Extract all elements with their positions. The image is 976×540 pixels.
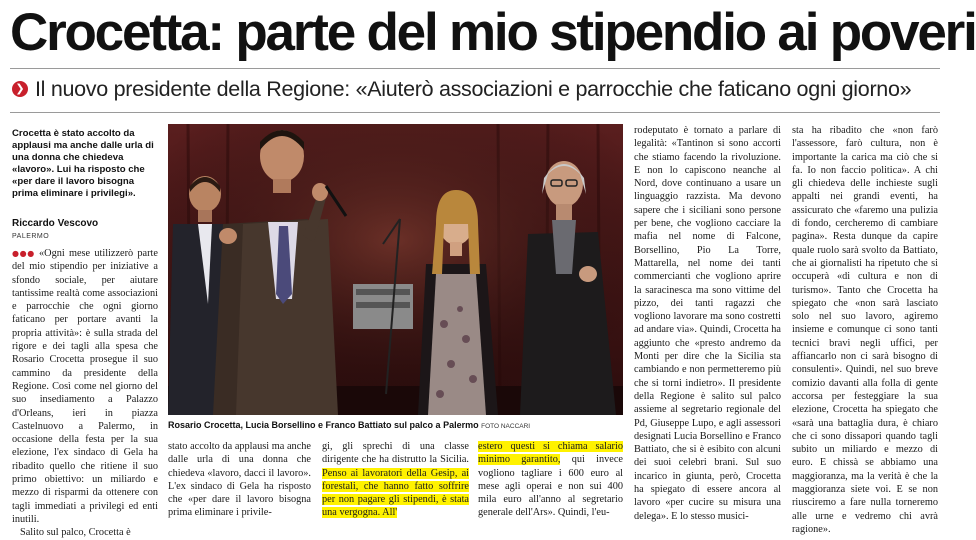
article-intro: «Ogni mese utilizzerò parte del mio stipendio per iniziative a sfondo sociale, per aiutare tantissime realtà come associazioni e parrocchie che ogni giorno faticano per portare avanti la propria attività»: è sulla strada del rigore e dei tagli alla spesa che Rosario Crocetta prosegue il suo cammino da presidente della Regione. Così come nel giorno del suo insediamento a Palazzo d'Orleans, ieri in piazza Castelnuovo a Palermo, in occasione della festa per la sua elezione, l'ex sindaco di Gela ha ribadito quello che ritiene il suo primo obiettivo: un miliardo e mezzo di risparmi da ottenere con tagli immediati a privilegi ed enti inutili. <box>12 248 158 525</box>
article-text: gi, gli sprechi di una classe dirigente che ha distrutto la Sicilia. <box>322 441 469 466</box>
article-text: qui invece vogliono tagliare i 600 euro al mese agli operai e non sui 400 mila euro all'anno al segretario generale dell'Ars». Quindi, l'eu- <box>478 454 623 519</box>
subheadline: Il nuovo presidente della Regione: «Aiuterò associazioni e parrocchie che faticano ogni giorno» <box>35 77 912 101</box>
photo-caption-text: Rosario Crocetta, Lucia Borsellino e Franco Battiato sul palco a Palermo <box>168 420 479 430</box>
article-paragraph: rodeputato è tornato a parlare di legalità: «Tantinon si sono accorti che stiamo facendo la rivoluzione. E non lo capiscono neanche al Nord, dove continuano a usare un linguaggio razzista. Ma devono sapere che i siciliani sono persone per bene, che vogliono cacciare la mafia nel nome di Falcone, Borsellino, Pio La Torre, Mattarella, nel nome dei tanti commercianti che vogliono aprire la saracinesca ma sono vittime del pizzo, dei tanti ragazzi che vogliono lavorare ma sono costretti ad andare via». Quindi, Crocetta ha aggiunto che «presto andremo da Monti per dire che la Sicilia sta cambiando e non permetteremo più che si torni indietro». Il presidente della Regione è salito sul palco assieme al segretario regionale del Pd, Giuseppe Lupo, e agli assessori designati Lucia Borsellino e Franco Battiato, che si è esibito con alcuni dei suoi celebri brani. Sul suo incarico in giunta, però, Crocetta ha spiegato di essere ancora al lavoro «per cucire su misura una delega». E lo stesso musici- <box>634 125 781 522</box>
article-paragraph: Salito sul palco, Crocetta è <box>20 527 131 539</box>
photo-caption <box>168 420 628 432</box>
article-paragraph: sta ha ribadito che «non farò l'assessore, farò cultura, non è importante la carica ma ciò che si fa. Io non faccio politica». A chi gli chiedeva delle inchieste sugli appalti nei grandi eventi, ha assicurato che «faremo una pulizia di fondo, cercheremo di cambiare pagina». Resta dunque da capire quale ruolo sarà svolto da Battiato, che ai giornalisti ha ripetuto che si occuperà «di cultura e non di turismo». Tanto che Crocetta ha spiegato che «non sarà lasciato solo nel suo lavoro, agiremo insieme e comunque ci sono tanti tecnici bravi negli uffici, per affiancarlo non ci sarà bisogno di consulenti». Quindi, nel suo breve comizio davanti alla folla di gente accorsa per festeggiare la sua elezione, Crocetta ha spiegato che «sarà una battaglia dura, è chiaro che ci sono dissapori quando tagli subito un miliardo e mezzo di euro. E chissà se abbiamo una maggioranza, ma la verità è che la maggioranza siete voi. E se non riusciremo a fare nulla torneremo alle urne e vedremo chi avrà ragione». <box>792 125 938 535</box>
article-paragraph: stato accolto da applausi ma anche dalle urla di una donna che chiedeva «lavoro, dacci il lavoro». L'ex sindaco di Gela ha risposto che «per dare il lavoro bisogna prima eliminare i privile- <box>168 441 311 519</box>
standfirst: Crocetta è stato accolto da applausi ma anche dalle urla di una donna che chiedeva «lavoro». Lui ha risposto che «per dare il lavoro bisogna prima eliminare i privilegi». <box>12 128 154 199</box>
photo-credit: FOTO NACCARI <box>481 423 531 430</box>
article-column-6 <box>792 124 938 535</box>
article-column-2 <box>168 440 311 522</box>
event-photo-illustration <box>168 124 623 415</box>
arrow-right-icon: ❯ <box>12 81 28 97</box>
author-name: Riccardo Vescovo <box>12 218 99 229</box>
subhead-divider <box>10 112 940 113</box>
highlighted-quote: estero questi si chiama salario minimo garantito, <box>478 441 623 466</box>
dateline: PALERMO <box>12 233 50 240</box>
article-column-5 <box>634 124 781 522</box>
event-photo <box>168 124 623 415</box>
article-column-1 <box>12 247 158 539</box>
headline: Crocetta: parte del mio stipendio ai poveri <box>10 3 976 62</box>
article-column-4 <box>478 440 623 522</box>
headline-divider <box>10 68 940 69</box>
article-column-3 <box>322 440 469 522</box>
lead-dots: ●●● <box>12 249 35 258</box>
highlighted-quote: Penso ai lavoratori della Gesip, ai forestali, che hanno fatto soffrire per non pagare gli stipendi, è stata una vergogna. All' <box>322 467 469 519</box>
